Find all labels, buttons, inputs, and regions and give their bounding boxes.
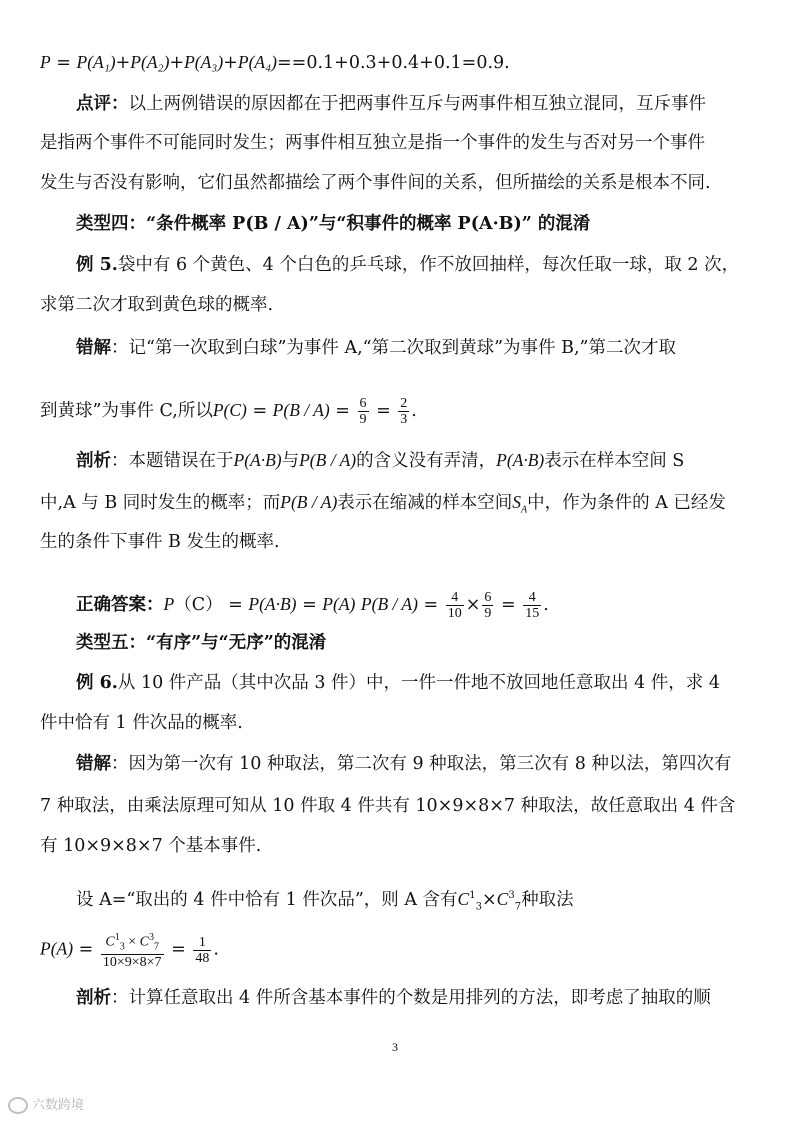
comment-paragraph-line: 发生与否没有影响，它们虽然都描绘了两个事件间的关系，但所描绘的关系是根本不同. xyxy=(40,173,711,193)
section-heading-type4: 类型四：“条件概率 P(B / A)”与“积事件的概率 P(A·B)” 的混淆 xyxy=(76,214,591,234)
wrong-solution-formula-line: 到黄球”为事件 C,所以P(C) = P(B / A) = $\frac{6}{9}$ = $\frac{2}{3}$ . xyxy=(40,396,417,427)
example-5-line: 求第二次才取到黄色球的概率. xyxy=(40,295,274,315)
example-6-line: 例 6.从 10 件产品（其中次品 3 件）中，一件一件地不放回地任意取出 4 件，求 4 xyxy=(76,673,720,693)
analysis-line: 剖析：本题错误在于P(A·B)与P(B / A)的含义没有弄清，P(A·B)表示在样本空间 S xyxy=(76,450,685,471)
fraction: $\frac{6}{9}$ xyxy=(359,396,367,427)
wrong-solution-line: 7 种取法，由乘法原理可知从 10 件取 4 件共有 10×9×8×7 种取法，故任意取出 4 件含 xyxy=(40,796,736,816)
fraction: $\frac{6}{9}$ xyxy=(484,590,492,621)
analysis-line: 中,A 与 B 同时发生的概率；而P(B / A)表示在缩减的样本空间$S_A$中，作为条件的 A 已经发 xyxy=(40,492,726,516)
section-heading-type5: 类型五：“有序”与“无序”的混淆 xyxy=(76,633,327,653)
define-event-line: 设 A=“取出的 4 件中恰有 1 件次品”，则 A 含有$C^1_3\times C^3_7$种取法 xyxy=(76,888,574,913)
fraction: $\frac{1}{48}$ xyxy=(195,934,210,966)
fraction: $\frac{4}{15}$ xyxy=(525,590,540,621)
watermark-logo-icon xyxy=(8,1097,28,1114)
wrong-solution-line: 错解：因为第一次有 10 种取法，第二次有 9 种取法，第三次有 8 种以法，第四次有 xyxy=(76,754,732,774)
formula-line-1: P = P(A₁)+P(A₂)+P(A₃)+P(A₄)==0.1+0.3+0.4+0.1=0.9. xyxy=(40,52,510,73)
correct-answer-line: 正确答案：P（C） = P(A·B) = P(A) P(B / A) = $\frac{4}{10}$ × $\frac{6}{9}$ = $\frac{4}{15}$ . xyxy=(76,590,549,621)
example-5-line: 例 5.袋中有 6 个黄色、4 个白色的乒乓球，作不放回抽样，每次任取一球，取 2 次， xyxy=(76,255,740,275)
fraction: $\frac{2}{3}$ xyxy=(400,396,408,427)
fraction: $\frac{4}{10}$ xyxy=(447,590,462,621)
example-6-line: 件中恰有 1 件次品的概率. xyxy=(40,713,243,733)
analysis-line: 剖析：计算任意取出 4 件所含基本事件的个数是用排列的方法，即考虑了抽取的顺 xyxy=(76,988,711,1008)
comment-paragraph-line: 点评：以上两例错误的原因都在于把两事件互斥与两事件相互独立混同，互斥事件 xyxy=(76,94,706,114)
wrong-solution-line: 有 10×9×8×7 个基本事件. xyxy=(40,836,262,856)
probability-formula-line: P(A) = $\frac{C^1_3 \times C^3_7}{10\times 9\times 8\times 7}$ = $\frac{1}{48}$ . xyxy=(40,932,219,971)
watermark: 六数跨境 xyxy=(8,1094,84,1114)
fraction: $\frac{C^1_3 \times C^3_7}{10\times 9\times 8\times 7}$ xyxy=(102,932,162,971)
comment-paragraph-line: 是指两个事件不可能同时发生；两事件相互独立是指一个事件的发生与否对另一个事件 xyxy=(40,133,705,153)
page-number: 3 xyxy=(392,1040,398,1054)
wrong-solution-line: 错解：记“第一次取到白球”为事件 A,“第二次取到黄球”为事件 B,”第二次才取 xyxy=(76,338,676,358)
analysis-line: 生的条件下事件 B 发生的概率. xyxy=(40,532,280,552)
